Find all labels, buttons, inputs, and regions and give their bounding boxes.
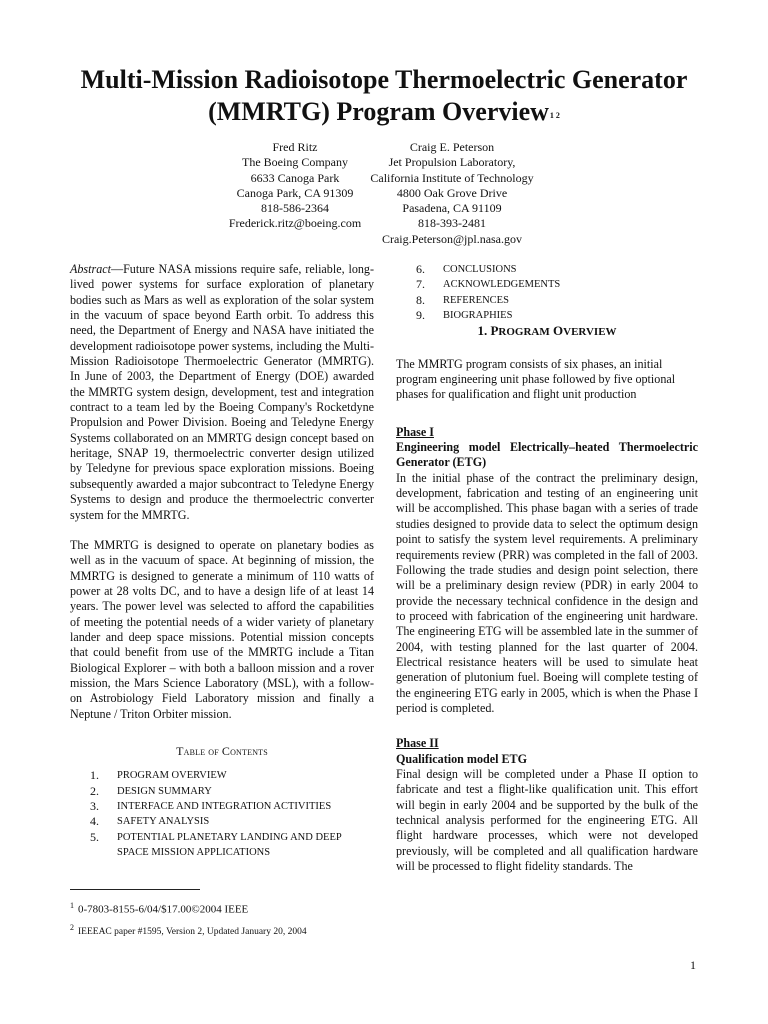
toc-list-continued xyxy=(396,262,698,323)
author-city: Pasadena, CA 91109 xyxy=(402,201,502,216)
author-affiliation: Jet Propulsion Laboratory, xyxy=(388,155,516,170)
toc-item: 3. INTERFACE AND INTEGRATION ACTIVITIES xyxy=(90,799,332,813)
section-heading-program-overview: 1. PROGRAM OVERVIEW xyxy=(477,323,617,339)
abstract-label: Abstract xyxy=(70,262,111,276)
paper-title xyxy=(0,64,768,128)
author-city: Canoga Park, CA 91309 xyxy=(236,185,354,200)
author-affiliation-2: California Institute of Technology xyxy=(370,170,534,185)
author-block-peterson xyxy=(352,140,552,247)
abstract-paragraph xyxy=(70,262,374,523)
phase-1-title: Engineering model Electrically–heated Thermoelectric Generator (ETG) xyxy=(396,440,698,470)
author-name: Fred Ritz xyxy=(272,140,318,154)
toc-item: 7. ACKNOWLEDGEMENTS xyxy=(416,277,561,292)
toc-item: 6. CONCLUSIONS xyxy=(416,262,517,276)
phase-1-text: In the initial phase of the contract the preliminary design, development, fabrication and testing of an engineering unit will be accomplished. This phase bagan with a series of trade studies designed to provide data to select the optimum design point to satisfy the system level requirements. A preliminary requirements review (PRR) was completed in the fall of 2003. Following the trade studies and design point selection, there will be a preliminary design review (PDR) in early 2004 to provide the necessary technical confidence in the design and to proceed with fabrication of the engineering unit hardware. The engineering ETG will be assembled late in the summer of 2004, with testing planned for the last quarter of 2004. Electrical resistance heaters will be used to simulate heat generation of plutonium fuel. Boeing will complete testing of the engineering ETG early in 2005, which is when the Phase I period is completed. xyxy=(396,470,698,715)
title-footnote-marks: 1 2 xyxy=(549,111,560,120)
page-number: 1 xyxy=(690,958,696,972)
title-line-1: Multi-Mission Radioisotope Thermoelectric Generator xyxy=(80,65,688,94)
author-affiliation: The Boeing Company xyxy=(242,155,348,170)
author-phone: 818-393-2481 xyxy=(418,216,486,231)
abstract-text: Future NASA missions require safe, reliable, long-lived power systems for surface exploration of planetary bodies such as Mars as well as exploration of the solar system in the vacuum of space beyond Earth orbit. To address this need, the Department of Energy and NASA have initiated the development radioisotope power systems, including the Multi-Mission Radioisotope Thermoelectric Generator (MMRTG). In June of 2003, the Department of Energy (DOE) awarded the MMRTG system design, development, test and integration contract to a team led by the Boeing Company's Rocketdyne Propulsion and Power Division. Boeing and Teledyne Energy Systems collaborated on an MMRTG design concept based on heritage, SNAP 19, thermoelectric converter design utilized by Teledyne for previous space exploration missions. Boeing subsequently awarded a major subcontract to Teledyne Energy Systems to design and produce the thermoelectric converter system for the MMRTG. xyxy=(70,262,374,522)
toc-item: 2. DESIGN SUMMARY xyxy=(90,783,212,798)
phase-2-title: Qualification model ETG xyxy=(396,751,528,766)
phase-2-label: Phase II xyxy=(396,736,439,751)
author-street: 6633 Canoga Park xyxy=(250,170,340,185)
phase-1-label: Phase I xyxy=(396,424,434,439)
author-email: Frederick.ritz@boeing.com xyxy=(228,216,362,231)
toc-item: 5. POTENTIAL PLANETARY LANDING AND DEEP SPACE MISSION APPLICATIONS xyxy=(90,829,342,859)
author-phone: 818-586-2364 xyxy=(261,201,329,216)
toc-item: 4. SAFETY ANALYSIS xyxy=(90,814,210,829)
toc-heading: Table of Contents xyxy=(176,743,268,758)
footnote-1: $^1$ 0-7803-8155-6/04/$17.00©2004 IEEE xyxy=(70,901,249,916)
abstract-dash: — xyxy=(110,262,124,276)
title-line-2: (MMRTG) Program Overview xyxy=(208,97,549,126)
toc-item: 1. PROGRAM OVERVIEW xyxy=(90,768,227,783)
phase-2-text: Final design will be completed under a Phase II option to fabricate and test a flight-like qualification unit. This effort will begin in early 2004 and be supported by the bulk of the technical analysis performed for the engineering ETG. All flight hardware processes, which were not developed previously, will be completed and all qualification hardware will be processed to flight fidelity standards. The xyxy=(396,766,698,874)
left-column xyxy=(70,262,374,860)
footnotes xyxy=(70,897,390,941)
right-column xyxy=(396,262,698,874)
toc-item: 9. BIOGRAPHIES xyxy=(416,308,513,323)
footnote-rule xyxy=(70,889,200,890)
author-street: 4800 Oak Grove Drive xyxy=(396,185,508,200)
toc-list xyxy=(70,768,374,860)
toc-item: 8. REFERENCES xyxy=(416,292,509,307)
abstract-paragraph-2: The MMRTG is designed to operate on planetary bodies as well as in the vacuum of space. At beginning of mission, the MMRTG is designed to generate a minimum of 110 watts of power at 28 volts DC, and to have a design life of at least 14 years. The power level was selected to afford the capabilities of meeting the potential needs of a wider variety of planetary lander and deep space missions. Potential mission concepts that could benefit from use of the MMRTG include a Titan Biological Explorer – with both a balloon mission and a rover mission, the Mars Science Laboratory (MSL), with a follow-on Astrobiology Field Laboratory mission and finally a Neptune / Triton Orbiter mission. xyxy=(70,537,374,721)
author-name: Craig E. Peterson xyxy=(409,140,495,154)
author-email: Craig.Peterson@jpl.nasa.gov xyxy=(381,231,523,246)
footnote-2: $^2$ IEEEAC paper #1595, Version 2, Updated January 20, 2004 xyxy=(70,922,307,937)
program-intro-paragraph: The MMRTG program consists of six phases, an initial program engineering unit phase followed by five optional phases for qualification and flight unit production xyxy=(396,356,676,402)
